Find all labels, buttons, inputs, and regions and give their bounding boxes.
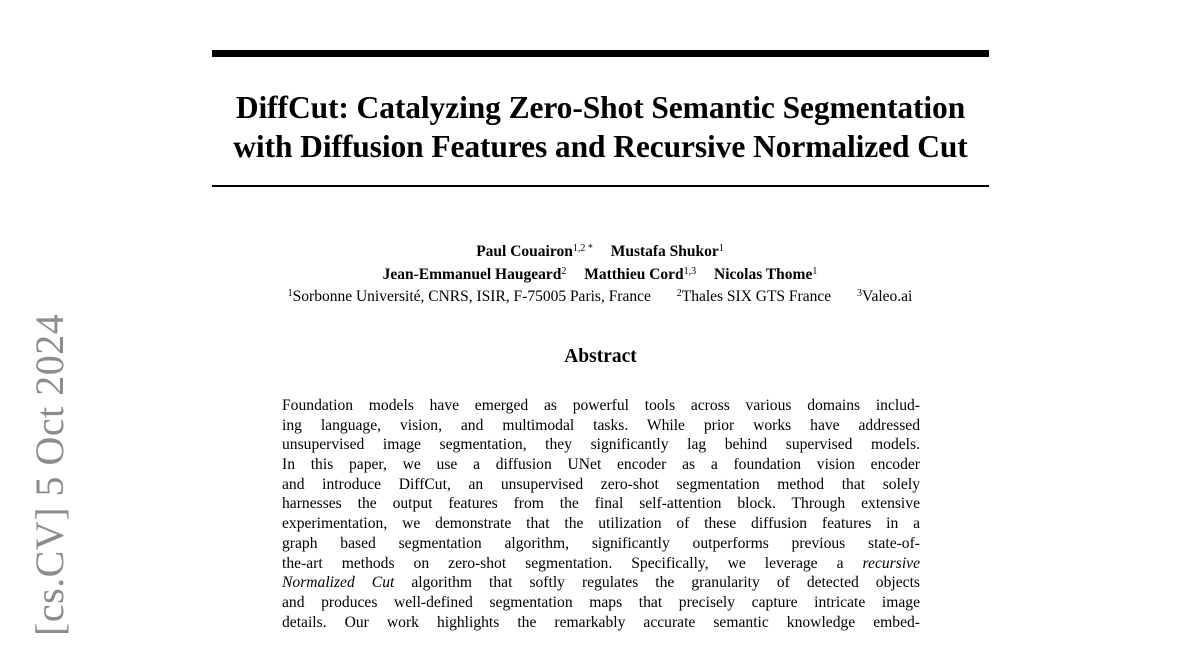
author-name: Jean-Emmanuel Haugeard — [382, 266, 562, 283]
title-bottom-rule — [212, 185, 989, 187]
abstract-line: In this paper, we use a diffusion UNet encoder as a foundation vision encoder — [282, 456, 920, 474]
abstract-body — [282, 396, 920, 632]
abstract-line: and produces well-defined segmentation maps that precisely capture intricate image — [282, 593, 920, 611]
author-name: Matthieu Cord — [584, 266, 684, 283]
author-name: Mustafa Shukor — [610, 243, 719, 260]
author-name: Paul Couairon — [476, 243, 573, 260]
paper-title — [212, 88, 989, 166]
affiliation-mark: 1 — [287, 288, 293, 299]
abstract-line — [282, 573, 920, 593]
abstract-line: graph based segmentation algorithm, significantly outperforms previous state-of- — [282, 534, 920, 552]
affiliation-mark: 3 — [856, 288, 862, 299]
abstract-line: unsupervised image segmentation, they significantly lag behind supervised models. — [282, 436, 920, 454]
affiliation-text: Thales SIX GTS France — [681, 288, 832, 305]
title-line-2: with Diffusion Features and Recursive Normalized Cut — [233, 129, 968, 164]
affiliation-mark: 2 — [676, 288, 682, 299]
abstract-line: and introduce DiffCut, an unsupervised zero-shot segmentation method that solely — [282, 475, 920, 493]
abstract-line: details. Our work highlights the remarkably accurate semantic knowledge embed- — [282, 613, 920, 631]
author-affiliation-mark: 1,2 * — [572, 243, 593, 254]
abstract-emphasis: Normalized Cut — [282, 574, 395, 592]
author-affiliation-mark: 1 — [812, 266, 818, 277]
abstract-line: harnesses the output features from the final self-attention block. Through extensive — [282, 495, 920, 513]
author-row-1 — [150, 241, 1050, 263]
affiliation-text: Sorbonne Université, CNRS, ISIR, F-75005 Paris, France — [292, 288, 651, 305]
title-top-rule — [212, 50, 989, 57]
abstract-line: ing language, vision, and multimodal tasks. While prior works have addressed — [282, 416, 920, 434]
arxiv-sidebar-stamp: [cs.CV] 5 Oct 2024 — [27, 313, 72, 636]
abstract-heading: Abstract — [564, 346, 637, 367]
abstract-line: experimentation, we demonstrate that the utilization of these diffusion features in a — [282, 515, 920, 533]
author-name: Nicolas Thome — [714, 266, 813, 283]
author-row-2 — [150, 264, 1050, 286]
affiliation-text: Valeo.ai — [861, 288, 913, 305]
abstract-line: Foundation models have emerged as powerful tools across various domains includ- — [282, 397, 920, 414]
author-affiliation-mark: 1 — [718, 243, 724, 254]
abstract-emphasis: recursive — [862, 554, 920, 572]
affiliations — [150, 286, 1050, 308]
abstract-text: algorithm that softly regulates the granularity of detected objects — [394, 574, 920, 592]
author-affiliation-mark: 2 — [561, 266, 567, 277]
title-line-1: DiffCut: Catalyzing Zero-Shot Semantic Segmentation — [235, 90, 966, 125]
abstract-line — [282, 554, 920, 574]
abstract-text: the-art methods on zero-shot segmentation. Specifically, we leverage a — [282, 554, 863, 572]
author-affiliation-mark: 1,3 — [683, 266, 697, 277]
